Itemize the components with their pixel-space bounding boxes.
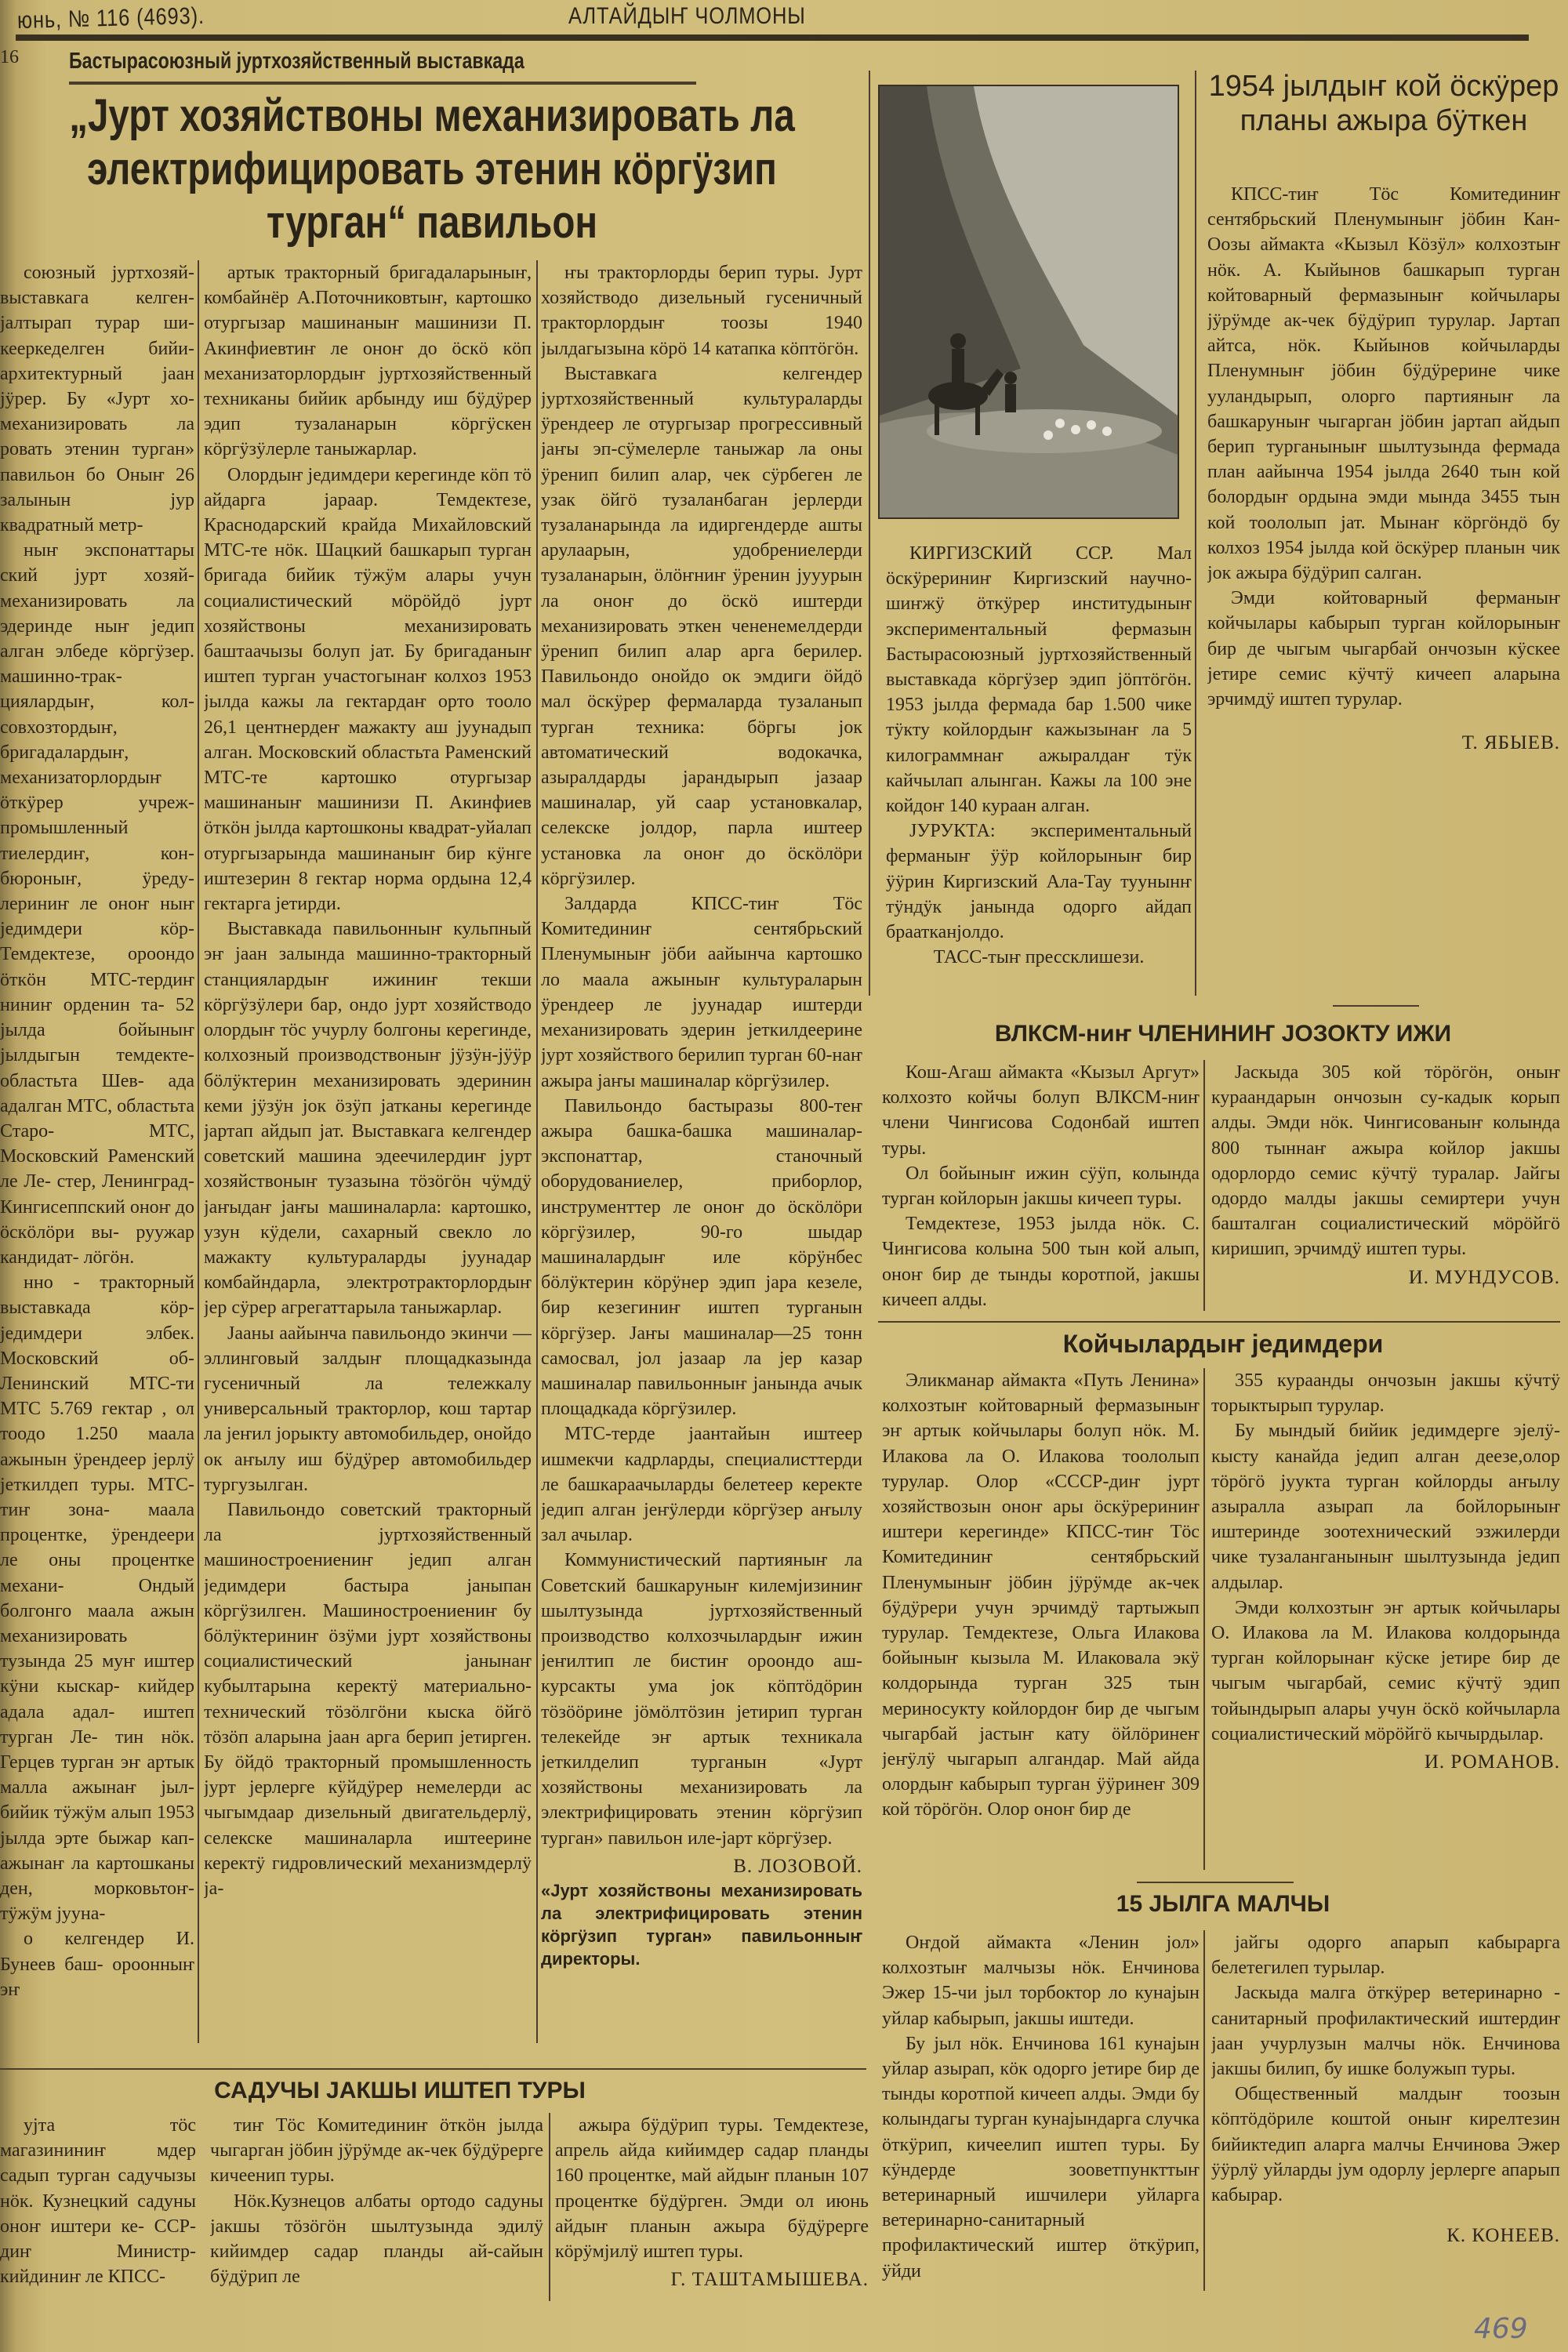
paragraph: о келгендер И. Бунеев баш- ороонныҥ эҥ [0,1929,194,2000]
column-divider [549,2113,550,2301]
paragraph: Ол бойыныҥ ижин сӱӱп, колында турган койлорын јакшы кичееп туры. [882,1163,1200,1210]
sheep-plan-text [1207,182,1560,712]
column-divider [1203,1930,1205,2291]
sheep-plan-headline: 1954 јылдыҥ кой ӧскӱрер планы ажыра бӱткен [1208,70,1559,137]
shepherds-col-right [1211,1368,1560,1874]
paragraph: Эмди койтоварный ферманыҥ койчылары кабырып турган койлорыныҥ бир де чыгым чыгарбай ончозын кӱскее јетире семис кӱчтӱ кичееп аларына эрчимдӱ иштеп турулар. [1207,588,1560,710]
paragraph: ажыра бӱдӱрип туры. Темдектезе, апрель айда кийимдер садар планды 160 процентке, май айдыҥ планын 107 процентке бӱдӱрген. Эмди ол июнь айдыҥ планын ажыра бӱдӱрерге кӧрӱмјилӱ иштеп туры. [555,2115,869,2263]
byline: Т. ЯБЫЕВ. [1461,732,1560,754]
paragraph: Оҥдой аймакта «Ленин јол» колхозтыҥ малчызы нӧк. Енчинова Эжер 15-чи јыл торбоктор ло кунајын уйлар кабырып, јакшы иштеди. [882,1933,1200,2029]
column-divider [1195,71,1196,996]
newspaper-title: АЛТАЙДЫҤ ЧОЛМОНЫ [568,3,806,29]
paragraph: јайгы одорго апарып кабырарга белетегилеп турылар. [1211,1933,1560,1979]
salesman-col-2 [555,2113,869,2309]
divider [878,1321,1560,1323]
photo-image [880,86,1178,517]
caption-text: ЈУРУКТА: экспериментальный ферманыҥ ӱӱр койлорыныҥ бир ӱӱрин Киргизский Ала-Тау туунынҥ тӱндӱк јанында одорго айдап браатканjолдо. [886,821,1192,943]
paragraph: Бу јыл нӧк. Енчинова 161 кунајын уйлар азырап, кӧк одорго јетире бир де тынды коротпой кичееп алды. Эмди бу колындагы турган кунајындарга случка ӧткӱрип, кичеелип иштеп туры. Бу кӱндерде зооветпункттыҥ ветеринарный ишчилери уйларга ветеринарно-санитарный профилактический иштер ӧткӱрип, ӱйди [882,2033,1200,2281]
column-divider [1203,1368,1205,1870]
main-col-0 [0,260,194,2051]
byline: И. МУНДУСОВ. [1408,1266,1560,1288]
paragraph: союзный јуртхозяй- выставкага келген- јалтырап турар ши- кееркеделген бийи- архитектурный јаан јӱрер. Бу «Јурт хо- механизировать ла ровать этенин турган» павильон бо Оныҥ 26 залынын јур квадратный метр- [0,263,194,536]
paragraph: Залдарда КПСС-тиҥ Тӧс Комитединиҥ сентябрьский Пленумыныҥ јӧби аайынча картошко ло маала ажыныҥ культураларын ӱрендеер ле јуунадар иштерди механизировать эдерин јеткилдеерине јурт хозяйствого берилип турган 60-наҥ ажыра јаҥы машиналар кӧргӱзилер. [541,894,862,1091]
column-divider [1203,1060,1205,1311]
divider [1137,1882,1294,1883]
section-label: Бастырасоюзный јуртхозяйственный выставкада [69,49,524,74]
herder-col-right [1211,1930,1560,2299]
photo-shepherd-on-horse [878,85,1179,519]
paragraph: Јаскыда малга ӧткӱрер ветеринарно - санитарный профилактический иштердиҥ јаан учурлузын малчы нӧк. Енчинова јакшы билип, бу ишке болужып туры. [1211,1983,1560,2080]
main-col-2 [541,260,862,2059]
shepherds-headline: Койчылардыҥ једимдери [1062,1330,1384,1358]
paragraph: Темдектезе, 1953 јылда нӧк. С. Чингисова колына 500 тын кой алып, оноҥ бир де тынды коротпой, јакшы кичееп алды. [882,1214,1200,1310]
salesman-text [555,2113,869,2264]
herder-text [1211,1930,1560,2208]
main-col-2-body [541,260,862,1851]
paragraph: Коммунистический партияныҥ ла Советский башкаруныҥ килемјизиниҥ шылтузында јуртхозяйственный производство колхозчылардыҥ ижин јеҥилтип ле бистиҥ ороондо аш-курсакты ума јок кӧптӧдӧрин тӧзӧӧрине јӧмӧлтӧзин јетирип турган телекейде эҥ артык техникала јеткилделип турганын «Јурт хозяйствоны механизировать ла электрифицировать этенин кӧргӱзип турган» павильон иле-јарт кӧргӱзер. [541,1550,862,1849]
paragraph: Павильондо советский тракторный ла јуртхозяйственный машиностроениениҥ једип алган једимдери бастыра јаныпан кӧргӱзилген. Машиностроениениҥ бу бӧлӱктериниҥ ӧзӱми јурт хозяйствоны социалистический јанынаҥ кубылтарына керектӱ материально-технический тӧзӧлгӧни кыска ӧйгӧ тӧзӧп аларына јаан арга берип јетирген. Бу ӧйдӧ тракторный промышленность јурт јерлерге кӱйдӱрер немелерди ас чыгымдаар дизельный двигательдерлӱ, селекске машиналарла иштеерине керектӱ гидровлический механизмдерлӱ ја- [204,1499,532,1899]
salesman-col-0 [0,2113,196,2309]
main-col-1 [204,260,532,2059]
paragraph: Павильондо бастыразы 800-теҥ ажыра башка-башка машиналар-экспонаттар, станочный оборудованиелер, приборлор, инструменттер ле оноҥ до ӧскӧлӧри кӧргӱзилер, 90-го шыдар машиналардыҥ иле кӧрӱнбес бӧлӱктерин кӧрӱнер эдип јара кезеле, бир кезегиниҥ иштеп турганын кӧргӱзер. Јаҥы машиналар—25 тонн самосвал, јол јазаар ла јер казар машиналар павильонныҥ јанында ачык площадкада кӧргӱзилер. [541,1095,862,1420]
paragraph: Кош-Агаш аймакта «Кызыл Аргут» колхозто койчы болуп ВЛКСМ-ниҥ члени Чингисова Содонбай иштеп туры. [882,1062,1200,1159]
komsomol-text [1211,1060,1560,1262]
paragraph: артык тракторный бригадаларыныҥ, комбайнёр А.Поточниковтыҥ, картошко отургызар машинаныҥ машинизи П. Акинфиевтиҥ ле оноҥ до ӧскӧ кӧп механизаторлордыҥ јуртхозяйственный техниканы бийик арбынду иш бӱдӱрер эдип тузаланарын кӧргӱскен кӧргӱзӱлерле таныжарлар. [204,263,532,460]
divider [0,2068,866,2070]
masthead-rule [16,34,1529,41]
paragraph: МТС-терде јаантайын иштеер ишмекчи кадрларды, специалисттерди ле башкараачыларды белетеер керекте једип алган јеҥӱлерди кӧргӱзер аҥылу зал ачылар. [541,1424,862,1546]
sheep-plan-body [1207,182,1560,982]
paragraph: нно - тракторный выставкада кӧр- једимдери элбек. Московский об- Ленинский МТС-ти МТС 5.769 гектар , ол тоодо 1.250 маала ажынын ӱрендеер јерлӱ јеткилдеп туры. МТС-тиҥ зона- маала процентке, ӱрендеери ле оны процентке механи- Ондый болгонго маала ажын механизировать тузында 25 муҥ иштер кӱни кыскар- кийдер адала адал- иштеп турган Ле- тин нӧк. Герцев турган эҥ артык малла ажынаҥ јыл- бийик тӱжӱм алып 1953 јылда эрте быжар кап- ажынаҥ ла картошканы ден, морковьтоҥ- тӱжӱм јууна- [0,1272,194,1925]
komsomol-col-left [882,1060,1200,1311]
paragraph: Эмди колхозтыҥ эҥ артык койчылары О. Илакова ла М. Илакова колдорында турган койлорынаҥ кӱске јетире бир де чыгым чыгарбай, семис кӱчтӱ эдип тойындырып алары учун ӧскӧ койчыларла социалистический мӧрӧйгӧ кычырдылар. [1211,1597,1560,1744]
komsomol-headline: ВЛКСМ-ниҥ ЧЛЕНИНИҤ ЈОЗОКТУ ИЖИ [994,1021,1452,1047]
paragraph: Выставкага келгендер јуртхозяйственный культураларды ӱрендеер ле отургызар прогрессивный јаҥы эп-сӱмелерле таныжар ла оны ӱренип билип алар, чек сӱрбеген ле узак ӧйгӧ тузаланбаган јерлерди тузаланарында ла идиргендерде ашты арулаарын, удобрениелерди тузаланарын, ӧлӧҥниҥ ӱренин јууурын ла оноҥ до ӧскӧ иштерди механизировать эткен чененемелдерди ӱренип билип алар арга берилер. Павильондо онойдо ок эмдиги ӧйдӧ мал ӧскӱрер фермаларда тузаланып турган техника: бӧргы јок автоматический водокачка, азыралдарды јарандырып јазаар машиналар, уй саар установкалар, селекске јолдор, парла иштеер установка ла оноҥ до ӧскӧлӧри кӧргӱзилер. [541,363,862,889]
byline: К. КОНЕЕВ. [1446,2225,1560,2247]
page-mark: 16 [0,47,19,67]
paragraph: Эликманар аймакта «Путь Ленина» колхозтыҥ койтоварный фермазыныҥ эҥ артык койчылары болуп нӧк. М. Илакова ла О. Илакова тоололып турулар. Олор «СССР-диҥ јурт хозяйствозын оноҥ ары ӧскӱрериниҥ иштери керегинде» КПСС-тиҥ Тӧс Комитединиҥ сентябрьский Пленумыныҥ јӧбин јӱрӱмде ак-чек бӱдӱрери учун эрчимдӱ тартыжып турулар. Темдектезе, Ольга Илакова бойыныҥ кызыла М. Илаковала экӱ колдорында турган 325 тын мериносукту койлордоҥ бир де чыгым чыгарбай јастыҥ кату ӧйлӧринеҥ јеҥӱлӱ чыгарып алгандар. Май айда олордыҥ кабырып турган ӱӱринеҥ 309 кой тӧрӧгӧн. Олор оноҥ бир де [882,1370,1200,1820]
salesman-col-1 [210,2113,543,2309]
komsomol-col-right [1211,1060,1560,1315]
paragraph: Общественный малдыҥ тоозын кӧптӧдӧриле коштой оныҥ кирелтезин бийиктедип аларга малчы Енчинова Эжер ӱӱрлӱ уйларды јум одорлу јерлерге апарып кабырар. [1211,2084,1560,2206]
paragraph: ҥы тракторлорды берип туры. Јурт хозяйстводо дизельный гусеничный тракторлордыҥ тоозы 1940 јылдагызына кӧрӧ 14 катапка кӧптӧгӧн. [541,263,862,359]
section-rule [69,82,696,85]
paragraph: Јаскыда 305 кой тӧрӧгӧн, оныҥ кураандарын ончозын су-кадык корып алды. Эмди нӧк. Чингисованыҥ колында 800 тыннаҥ ажыра койлор јакшы одорлордо семис кӱчтӱ туралар. Јайгы одордо малды јакшы семиртери учун башталган социалистический мӧрӧйгӧ киришип, эрчимдӱ иштеп туры. [1211,1062,1560,1260]
paragraph: Бу мындый бийик једимдерге эјелӱ-кысту канайда једип алган деезе,олор тӧрӧгӧ јуукта турган койлорды аҥылу азыралла азырап ла бойлорыныҥ иштеринде зоотехнический эзжилерди чике тузаланганыныҥ шылтузында једип алдылар. [1211,1421,1560,1593]
paragraph: Нӧк.Кузнецов албаты ортодо садуны јакшы тӧзӧгӧн шылтузында эдилӱ кийимдер садар планды ай-сайын бӱдӱрип ле [210,2190,543,2288]
herder-col-left [882,1930,1200,2299]
photo-credit: ТАСС-тыҥ прессклишези. [933,947,1145,968]
paragraph: КПСС-тиҥ Тӧс Комитединиҥ сентябрьский Пленумыныҥ јӧбин Кан-Оозы аймакта «Кызыл Кӧзӱл» колхозтыҥ нӧк. А. Кыйынов башкарып турган койтоварный фермазыныҥ койчылары јӱрӱмде ак-чек бӱдӱрип турулар. Јартап айтса, нӧк. Кыйынов койчыларды Пленумныҥ јӧбин бӱдӱрерине чике ууландырып, олорго партияныҥ ла башкаруныҥ чыгарган јӧбин јартап айдып берип турганыныҥ шылтузында фермада план аайынча 1954 јылда 2640 тын кой болордыҥ ордына эмди мында 3455 тын кой тоололып јат. Мынаҥ кӧргӧндӧ бу колхоз 1954 јылда кой ӧскӱрер планын чик јок ажыра бӱдӱрип салган. [1207,184,1560,584]
byline: В. ЛОЗОВОЙ. [733,1855,862,1877]
byline: И. РОМАНОВ. [1424,1751,1560,1773]
paragraph: Јааны аайынча павильондо экинчи — эллинговый залдыҥ площадказында гусеничный ла тележкалу универсальный тракторлор, кош тартар ла јеҥил јорыкту автомобильдер, онойдо ок аҥылу иш бӱдӱрер автомобильдер тургузылган. [204,1323,532,1495]
column-divider [869,71,870,996]
column-divider [536,260,538,2043]
caption-text: КИРГИЗСКИЙ ССР. Мал ӧскӱрериниҥ Киргизский научно-шиҥжӱ ӧткӱрер институдыныҥ экспериментальный фермазын Бастырасоюзный јуртхозяйственный выставкада кӧргӱзер эдип јӧптӧгӧн. 1953 јылда фермада бар 1.500 чике тӱкту койлордыҥ кажызынаҥ ла 5 килограммнаҥ ажыралдаҥ тӱк кайчылап алынган. Кажы ла 100 эне койдоҥ 140 кураан алган. [886,543,1192,817]
paragraph: Олордыҥ једимдери керегинде кӧп тӧ айдарга јараар. Темдектезе, Краснодарский крайда Михайловский МТС-те нӧк. Шацкий башкарып турган бригада бийик тӱжӱм алары учун социалистический мӧрӧйдӧ јурт хозяйствоны механизировать баштаачызы болуп јат. Бу бригаданыҥ иштеп турган участогынаҥ колхоз 1953 јылда кажы ла гектардаҥ орто тооло 26,1 центнердеҥ мажакту аш јуунадып алган. Московский областьта Раменский МТС-те картошко отургызар машинаныҥ машинизи П. Акинфиев ӧткӧн јылда картошконы квадрат-уйалап отургызарында машинаныҥ бир кӱнге иштезерин 8 гектар норма ордына 12,4 гектарга јетирди. [204,464,532,915]
divider [1333,1005,1419,1007]
photo-caption [886,541,1192,996]
herder-headline: 15 ЈЫЛГА МАЛЧЫ [1116,1891,1330,1917]
archive-page-number: 469 [1474,2313,1528,2345]
byline: Г. ТАШТАМЫШЕВА. [670,2269,869,2291]
column-divider [198,260,199,2043]
shepherds-text [1211,1368,1560,1747]
salesman-headline: САДУЧЫ ЈАКШЫ ИШТЕП ТУРЫ [214,2078,586,2103]
paragraph: тиҥ Тӧс Комитединиҥ ӧткӧн јылда чыгарган јӧбин јӱрӱмде ак-чек бӱдӱрерге кичеенип туры. [210,2115,543,2187]
paragraph: ныҥ экспонаттары ский јурт хозяй- механизировать ла эдеринде ныҥ једип алган элбеде кӧргӱзер. машинно-трак- циялардыҥ, кол- совхозтордыҥ, бригадалардыҥ, механизаторлордыҥ ӧткӱрер учреж- промышленный тиелердиҥ, кон- бюроныҥ, ӱреду- лериниҥ ле оноҥ ныҥ једимдери кӧр- Темдектезе, ороондо ӧткӧн МТС-тердиҥ ниниҥ орденин та- 52 јылда бойыныҥ јылдыгын темдекте- областьта Шев- ада адалган МТС, областьта Старо- МТС, Московский Раменский ле Ле- стер, Ленинград- Кингисеппский оноҥ до ӧскӧлӧри вы- руужар кандидат- лӧгӧн. [0,540,194,1268]
paragraph: Выставкада павильонныҥ кульпный эҥ јаан залында машинно-тракторный станциялардыҥ ижиниҥ текши кӧргӱзӱлери бар, ондо јурт хозяйстводо олордыҥ тӧс учурлу болгоны керегинде, колхозный производствоныҥ јӱзӱн-јӱӱр бӧлӱктерин механизировать эдеринин кеми јӱзӱн јок ӧзӱп јатканы керегинде јартап айдып јат. Выставкага келгендер советский машина эдеечилердиҥ јурт хозяйствоныҥ тузазына тӧзӧгӧн чӱмдӱ јаҥыдаҥ јаҥы машиналарла: картошко, узун кӱдели, сахарный свекло ло мажакту культураларды јуунадар комбайндарла, электротракторлордыҥ јер сӱрер агрегаттарыла таныжарлар. [204,919,532,1319]
author-note: «Јурт хозяйствоны механизировать ла электрифицировать этенин кӧргӱзип турган» павильонныҥ директоры. [541,1881,862,1969]
paragraph: 355 кураанды ончозын јакшы кӱчтӱ торыктырып турулар. [1211,1370,1560,1417]
issue-number: юнь, № 116 (4693). [16,2,205,34]
shepherds-col-left [882,1368,1200,1874]
paragraph: ујта тӧс магазининиҥ мдер садып турган садучызы нӧк. Кузнецкий садуны оноҥ иштери ке- ССР-диҥ Министр- кийдиниҥ ле КПСС- [0,2115,196,2288]
main-headline: „Јурт хозяйствоны механизировать ла электрифицировать этенин кӧргӱзип турган“ павильон [69,90,795,248]
